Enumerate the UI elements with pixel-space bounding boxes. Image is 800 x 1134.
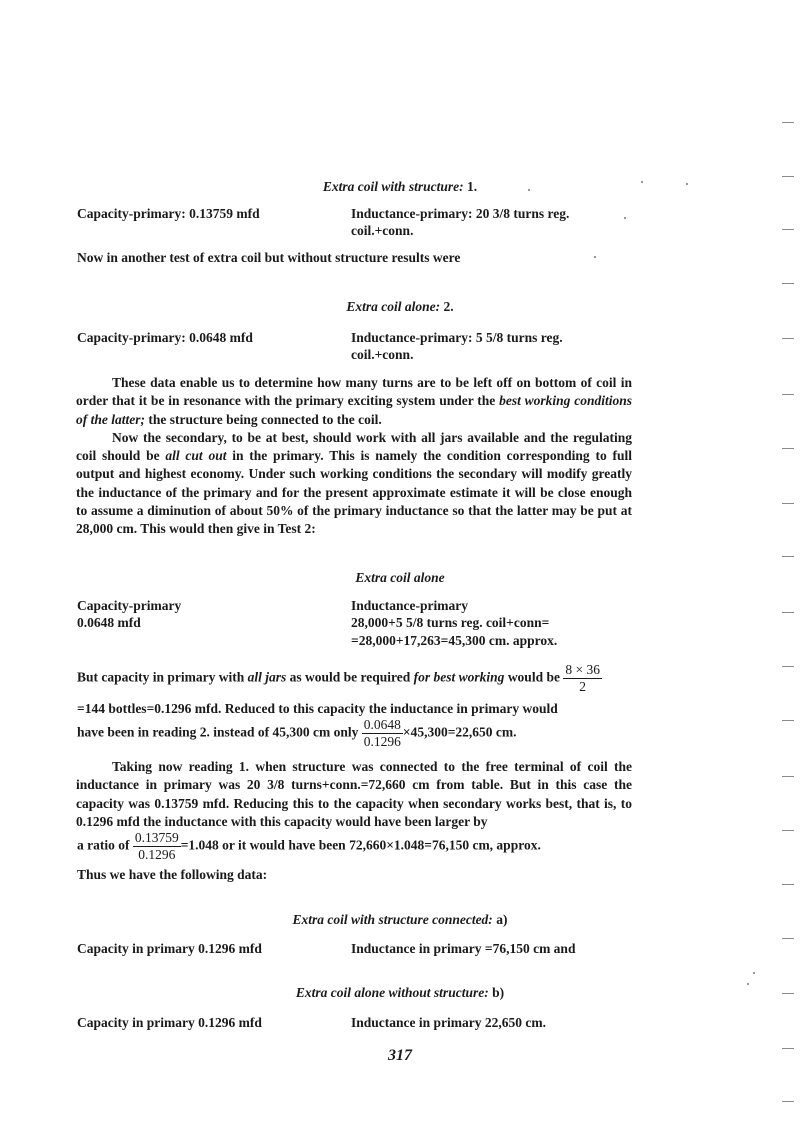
body-paragraph-4 (76, 758, 632, 831)
para3-line3a: have been in reading 2. instead of 45,300 cm only (77, 724, 362, 740)
para3-line3b: ×45,300= (402, 724, 456, 740)
para1-italic: best working conditions of the latter; (76, 393, 633, 427)
test3-inductance-line2: =28,000+17,263=45,300 cm. approx. (351, 633, 558, 648)
test1-capacity: Capacity-primary: 0.13759 mfd (77, 206, 260, 221)
section-heading-4 (0, 911, 800, 929)
para3-a: But capacity in primary with (77, 669, 248, 685)
paragraph-3-line3 (77, 717, 517, 750)
fraction-capacity-numerator: 0.0648 (363, 717, 401, 732)
heading-3-title: Extra coil alone (355, 570, 445, 585)
paragraph-4: Taking now reading 1. when structure was connected to the free terminal of coil the inductance in primary was 20 3/8 turns+conn.=72,660 cm from table. But in this case the capacity was 0.13759 mfd. Reducing this to the capacity when secondary works best, that is, to 0.1296 mfd the inductance with this capacity would have been larger by (76, 759, 632, 829)
heading-5-number: b) (492, 985, 505, 1000)
test3-capacity-label: Capacity-primary (77, 598, 182, 613)
para2-italic: all cut out (165, 448, 227, 464)
para3-a-italic: all jars (247, 669, 287, 685)
test3-capacity-value: 0.0648 mfd (77, 615, 141, 630)
section-heading-2 (0, 298, 800, 316)
section-heading-1 (0, 178, 800, 196)
result-a-inductance: Inductance in primary =76,150 cm and (351, 941, 576, 956)
fraction-ratio (133, 830, 181, 863)
result-b-inductance: Inductance in primary 22,650 cm. (351, 1015, 546, 1030)
para3-c: would be (504, 669, 564, 685)
transition-text: Now in another test of extra coil but without structure results were (77, 250, 461, 265)
paragraph-3-line1 (77, 662, 633, 695)
paragraph-1 (76, 374, 632, 429)
fraction-capacity (362, 717, 403, 750)
test2-inductance-line1: Inductance-primary: 5 5/8 turns reg. (351, 330, 563, 345)
test3-inductance-label: Inductance-primary (351, 598, 468, 613)
section-heading-3 (0, 569, 800, 587)
page-number: 317 (388, 1047, 412, 1064)
fraction-jars (563, 662, 602, 695)
test1-inductance-line1: Inductance-primary: 20 3/8 turns reg. (351, 206, 570, 221)
fraction-capacity-denominator: 0.1296 (363, 734, 401, 749)
section-heading-5 (0, 984, 800, 1002)
paragraph-4-ratio (77, 830, 541, 863)
test1-inductance-line2: coil.+conn. (351, 223, 414, 238)
para4-ratio-a: a ratio of (77, 837, 133, 853)
paragraph-2 (76, 429, 632, 539)
para4-ratio-b: =1.048 or it would have been 72,660×1.048=76,150 cm, approx. (180, 837, 541, 853)
paragraph-3-line2: =144 bottles=0.1296 mfd. Reduced to this capacity the inductance in primary would (77, 701, 558, 716)
heading-4-title: Extra coil with structure connected: (292, 912, 493, 927)
fraction-jars-numerator: 8 × 36 (565, 662, 600, 677)
para2-text: Now the secondary, to be at best, should work with all jars available and the regulating coil should be (76, 429, 632, 464)
para2-tail: in the primary. This is namely the condition corresponding to full output and highest economy. Under such working conditions the secondary will modify greatly the inductance of the primary and for the present approximate estimate it will be close enough to assume a diminution of about 50% of the primary inductance so that the latter may be put at 28,000 cm. This would then give in Test 2: (76, 448, 632, 537)
para3-b-italic: for best working (413, 669, 505, 685)
para3-result: 22,650 cm. (455, 724, 517, 740)
test3-inductance-line1: 28,000+5 5/8 turns reg. coil+conn= (351, 615, 550, 630)
test2-inductance-line2: coil.+conn. (351, 347, 414, 362)
heading-4-number: a) (496, 912, 508, 927)
heading-2-number: 2. (443, 299, 454, 314)
result-b-capacity: Capacity in primary 0.1296 mfd (77, 1015, 262, 1030)
result-a-capacity: Capacity in primary 0.1296 mfd (77, 941, 262, 956)
para3-b: as would be required (286, 669, 414, 685)
test2-capacity: Capacity-primary: 0.0648 mfd (77, 330, 253, 345)
paragraph-4-last: Thus we have the following data: (77, 867, 268, 882)
heading-1-title: Extra coil with structure: (322, 179, 464, 194)
para1-text: These data enable us to determine how many turns are to be left off on bottom of coil in order that it be in resonance with the primary exciting system under the (76, 375, 632, 409)
fraction-jars-denominator: 2 (579, 679, 587, 694)
body-paragraphs-1 (76, 374, 632, 539)
heading-2-title: Extra coil alone: (346, 299, 441, 314)
fraction-ratio-denominator: 0.1296 (138, 847, 176, 862)
para1-tail: the structure being connected to the coil. (145, 411, 382, 427)
heading-1-number: 1. (466, 179, 478, 194)
heading-5-title: Extra coil alone without structure: (295, 985, 489, 1000)
fraction-ratio-numerator: 0.13759 (134, 830, 179, 845)
